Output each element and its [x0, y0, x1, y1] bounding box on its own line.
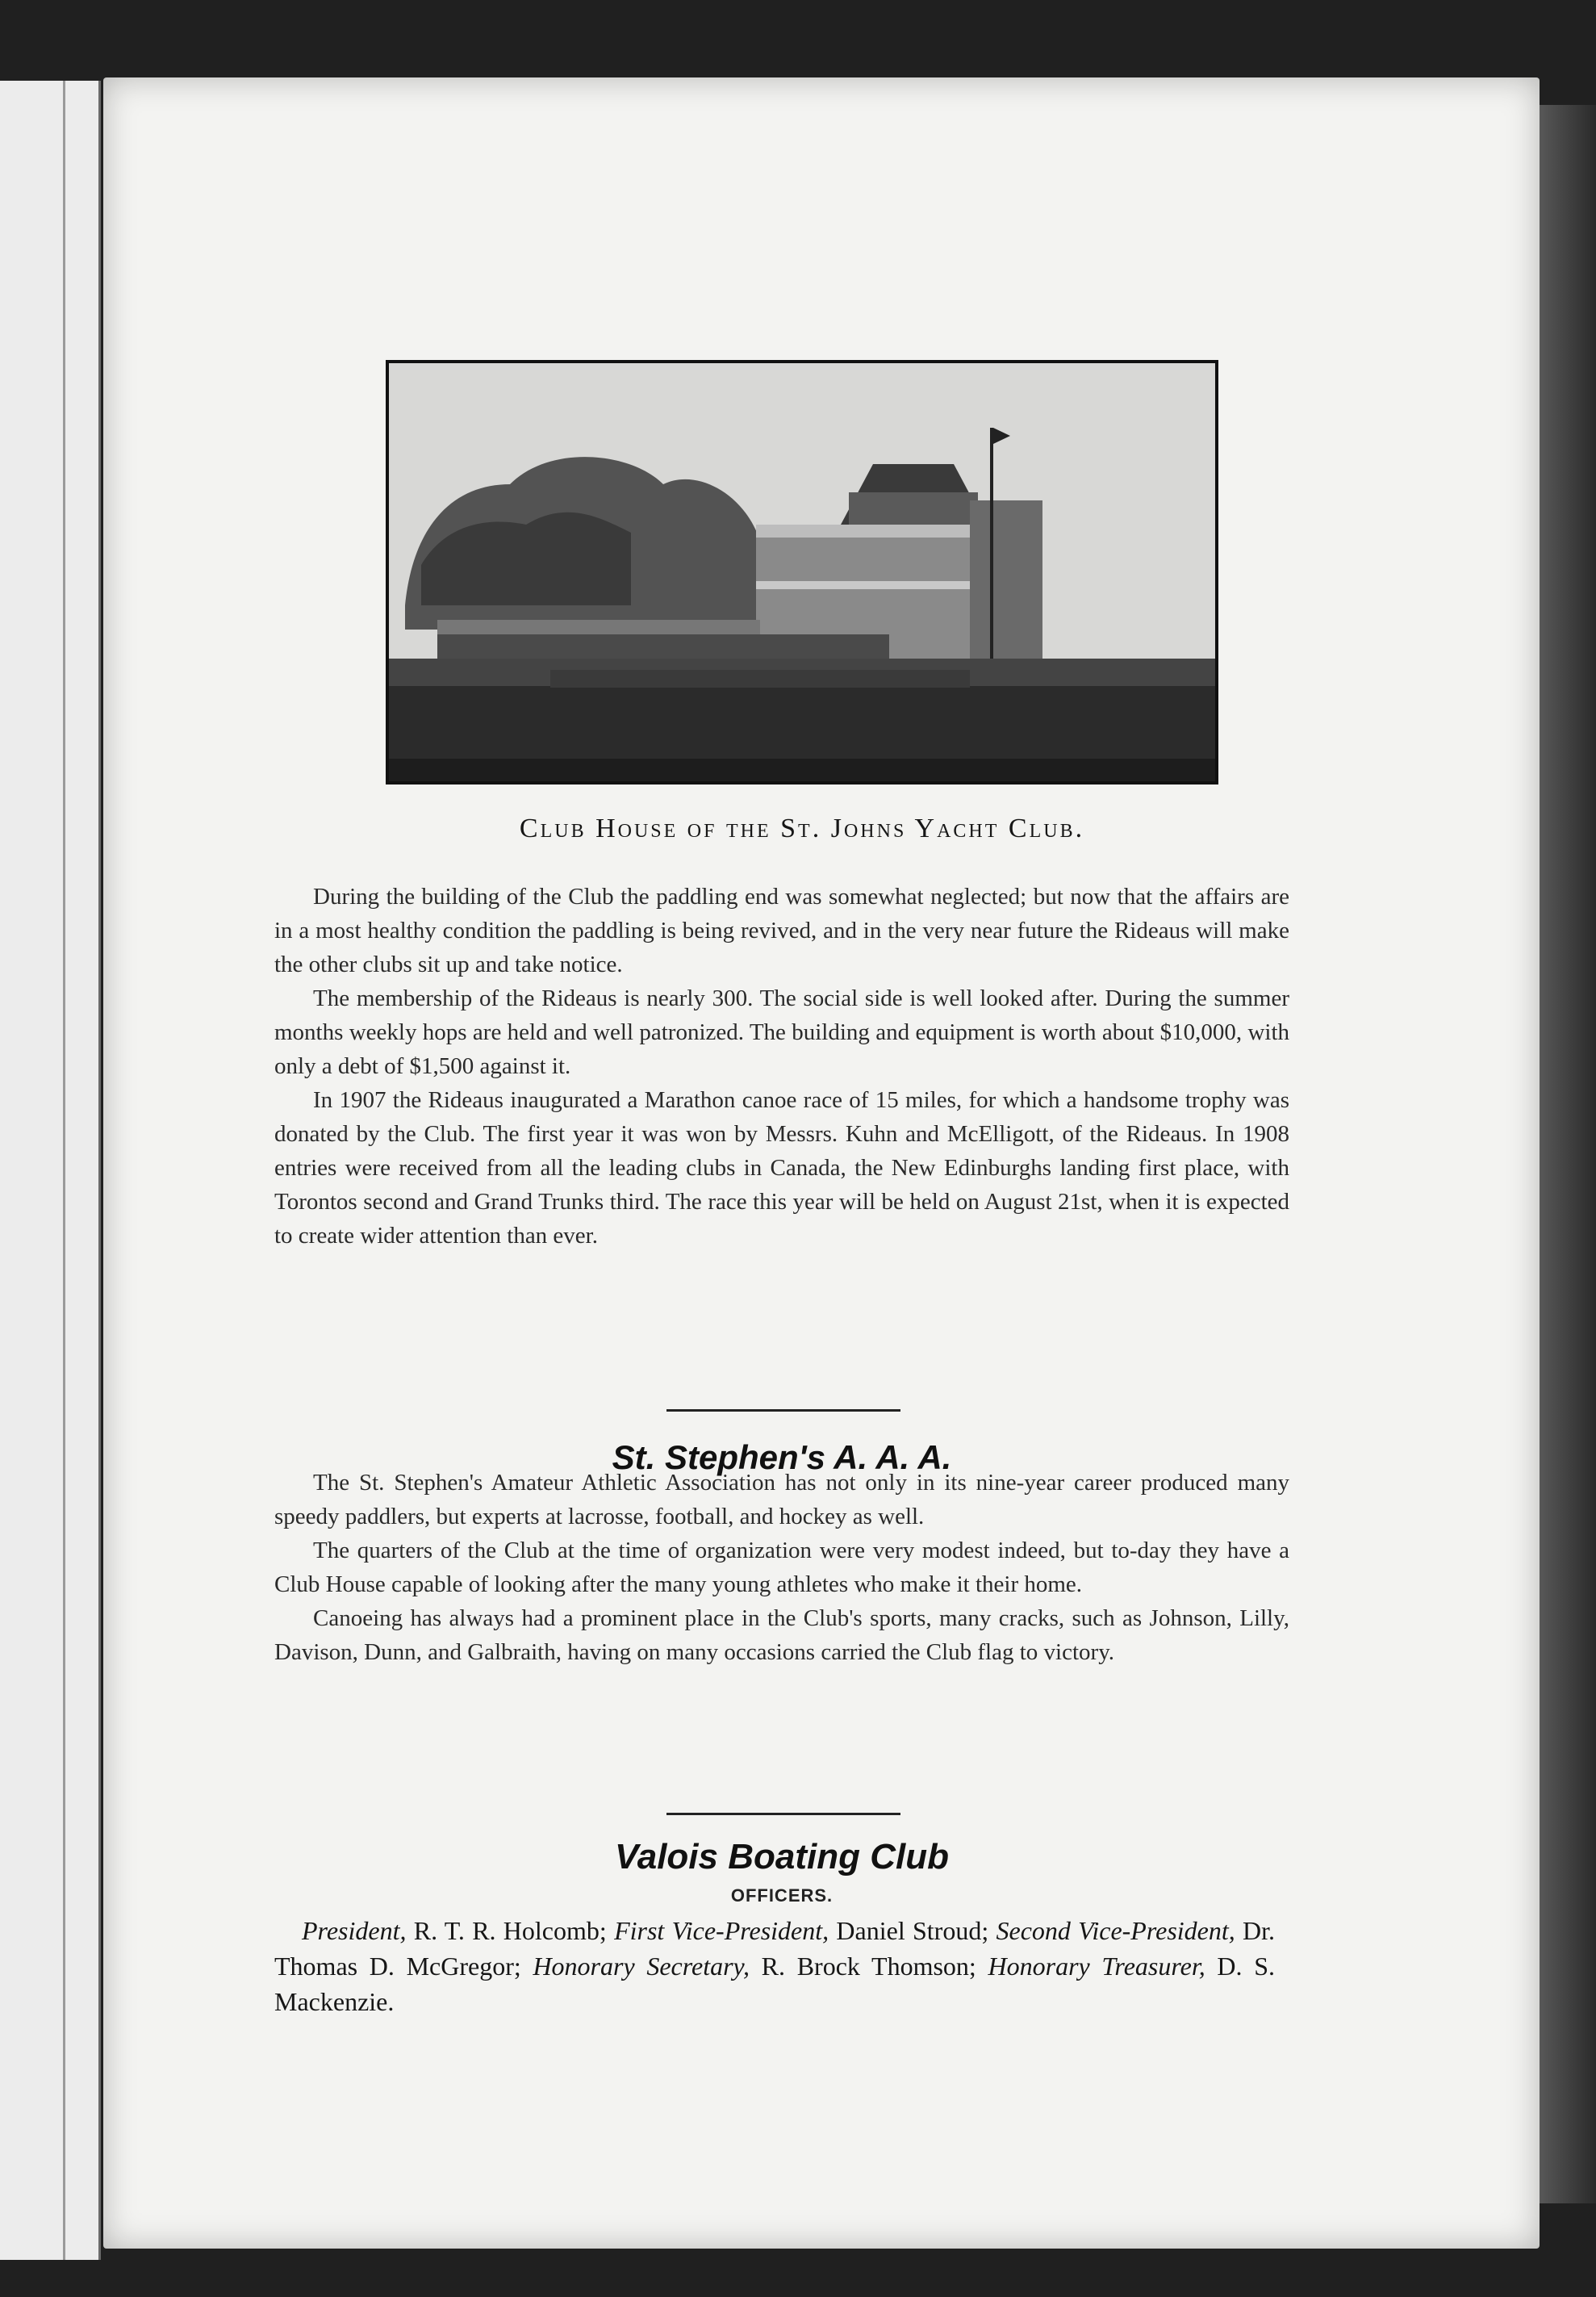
st-stephens-article — [274, 1466, 1289, 1669]
officer-name: R. Brock Thomson; — [750, 1952, 988, 1981]
photo-caption: Club House of the St. Johns Yacht Club. — [519, 814, 1085, 843]
section-heading: Valois Boating Club — [615, 1837, 949, 1877]
section-heading: St. Stephen's A. A. A. — [612, 1438, 952, 1476]
previous-page-edge — [0, 81, 101, 2260]
officers-list — [274, 1913, 1275, 2019]
officer-title: Honorary Secretary, — [533, 1952, 750, 1981]
paragraph: The membership of the Rideaus is nearly 300. The social side is well looked after. During the summer months weekly hops are held and well patronized. The building and equipment is worth about $10,000, with only a debt of $1,500 against it. — [274, 985, 1289, 1079]
page-right-edge — [1537, 105, 1596, 2203]
section-divider — [666, 1409, 900, 1412]
officer-name: Daniel Stroud; — [829, 1916, 996, 1945]
rideaus-article — [274, 880, 1289, 1253]
clubhouse-photo — [386, 360, 1218, 784]
section-divider — [666, 1813, 900, 1815]
officers-label: OFFICERS. — [730, 1885, 834, 1906]
paragraph: In 1907 the Rideaus inaugurated a Marathon canoe race of 15 miles, for which a handsome trophy was donated by the Club. The first year it was won by Messrs. Kuhn and McElligott, of the Rideaus. In 1908 entries were received from all the leading clubs in Canada, the New Edinburghs landing first place, with Torontos second and Grand Trunks third. The race this year will be held on August 21st, when it is expected to create wider attention than ever. — [274, 1087, 1289, 1249]
officer-title: Honorary Treasurer, — [988, 1952, 1205, 1981]
paragraph: Canoeing has always had a prominent place in the Club's sports, many cracks, such as Johnson, Lilly, Davison, Dunn, and Galbraith, having on many occasions carried the Club flag to victory. — [274, 1605, 1289, 1665]
officer-name: R. T. R. Holcomb; — [406, 1916, 615, 1945]
officer-name: D. S. Mackenzie. — [274, 1952, 1276, 2016]
paragraph: The quarters of the Club at the time of organization were very modest indeed, but to-day they have a Club House capable of looking after the many young athletes who make it their home. — [274, 1538, 1289, 1597]
officer-name: Dr. Thomas D. McGregor; — [274, 1916, 1276, 1981]
clubhouse-photo-image — [389, 363, 1215, 781]
paragraph: The St. Stephen's Amateur Athletic Association has not only in its nine-year career produced many speedy paddlers, but experts at lacrosse, football, and hockey as well. — [274, 1470, 1289, 1529]
officer-title: President, — [302, 1916, 407, 1945]
paragraph: During the building of the Club the paddling end was somewhat neglected; but now that the affairs are in a most healthy condition the paddling is being revived, and in the very near future the Rideaus will make the other clubs sit up and take notice. — [274, 884, 1289, 977]
officer-title: Second Vice-President, — [996, 1916, 1235, 1945]
officer-title: First Vice-President, — [614, 1916, 829, 1945]
officers-paragraph — [274, 1913, 1275, 2019]
